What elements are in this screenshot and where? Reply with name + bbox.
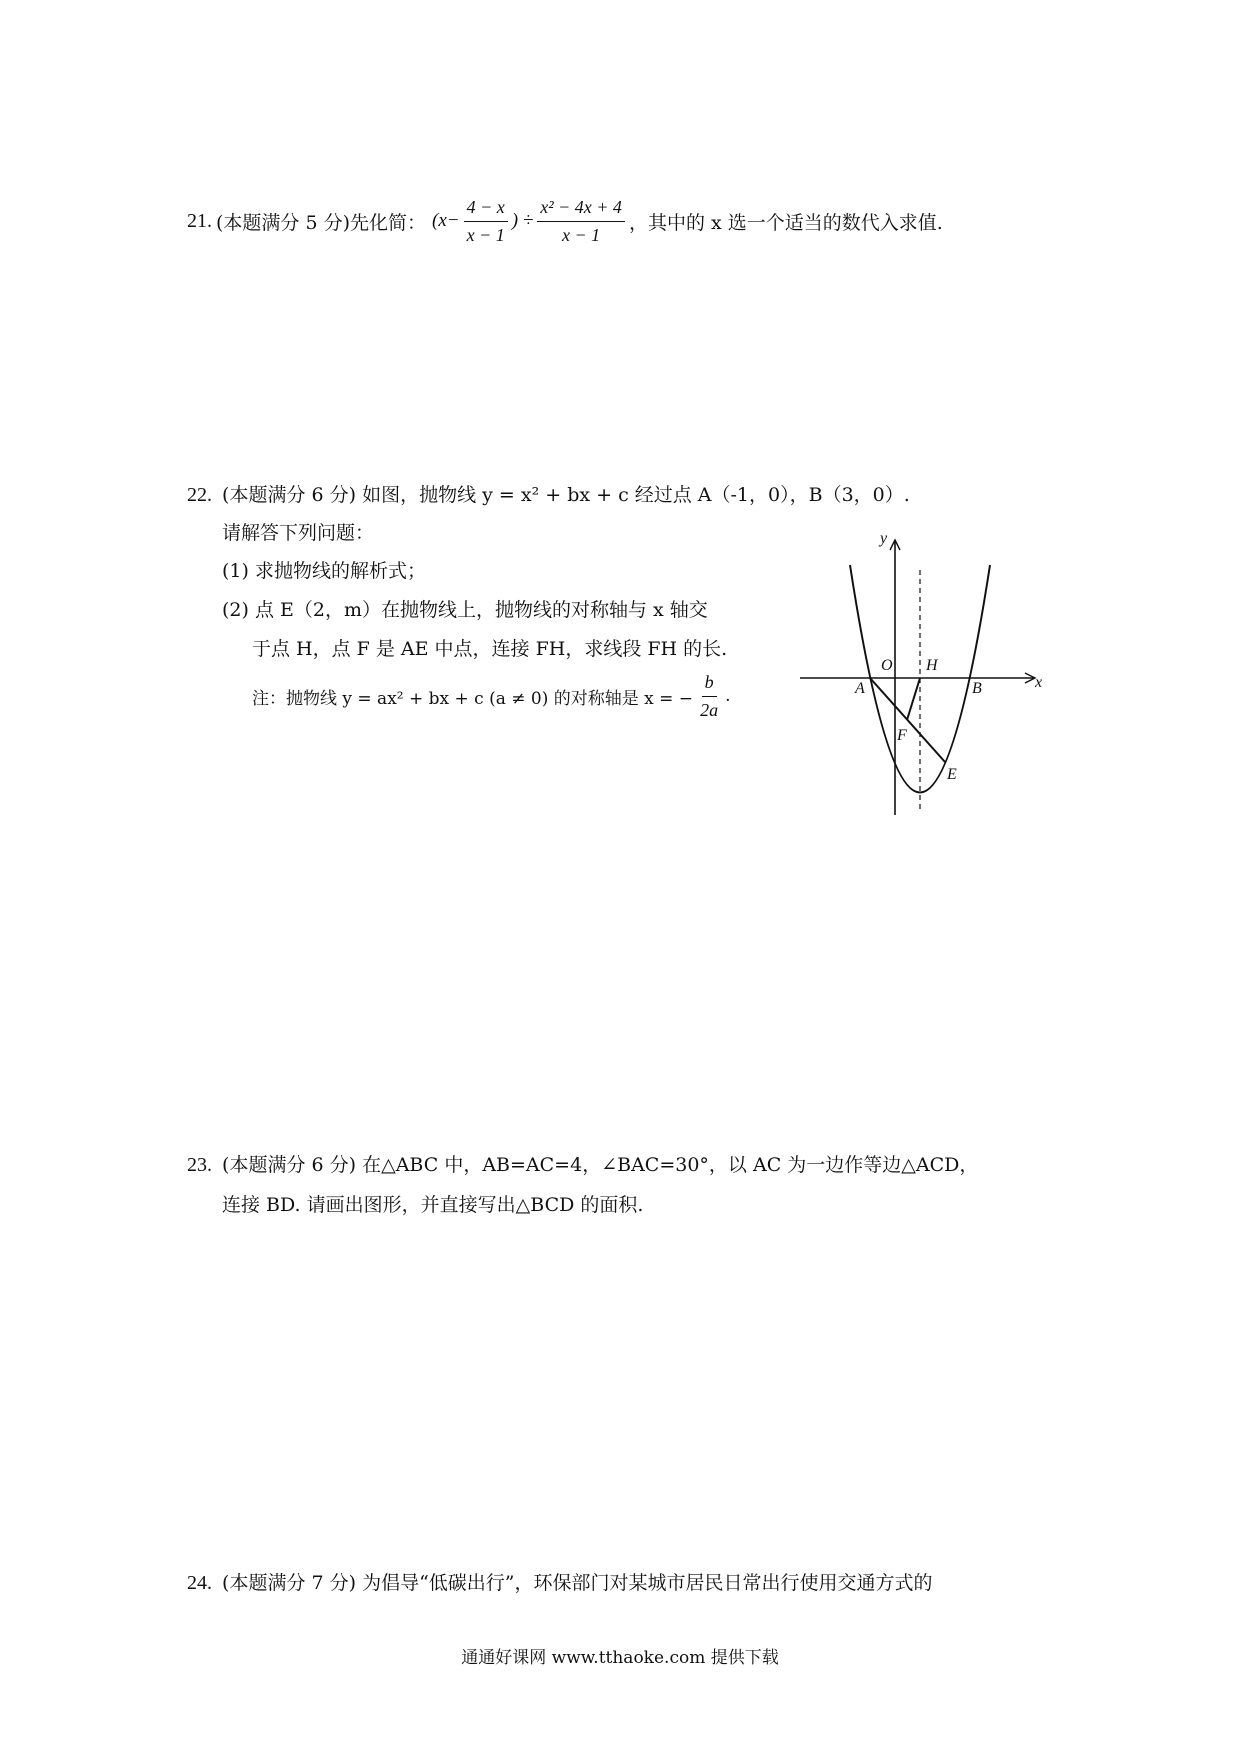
question-22-prompt: 请解答下列问题： <box>222 522 375 544</box>
label-A: A <box>855 680 865 697</box>
question-22-part1: (1) 求抛物线的解析式； <box>222 560 426 582</box>
label-x: x <box>1035 674 1043 691</box>
question-23-line1 <box>187 1150 978 1177</box>
page-footer: 通通好课网 www.tthaoke.com 提供下载 <box>461 1648 779 1668</box>
question-22-part2a: (2) 点 E（2，m）在抛物线上，抛物线的对称轴与 x 轴交 <box>222 599 708 621</box>
expression-open: (x− <box>432 210 460 231</box>
question-points: (本题满分 6 分) <box>222 484 357 506</box>
fraction-2: $\frac{\text{x² − 4x + 4}}{x - 1}$ <box>537 197 625 246</box>
segment-FH <box>907 678 920 720</box>
question-number: 22. <box>187 484 212 506</box>
question-tail: ，其中的 x 选一个适当的数代入求值. <box>628 211 943 234</box>
question-points: (本题满分 7 分) <box>222 1572 357 1594</box>
question-lead: 先化简： <box>350 211 427 234</box>
question-24-line1 <box>187 1568 933 1595</box>
question-22-line1 <box>187 480 910 507</box>
question-number: 23. <box>187 1154 212 1176</box>
note-fraction: $\frac{b}{2a}$ <box>700 671 719 720</box>
label-F: F <box>897 727 907 744</box>
parabola-figure <box>795 525 1055 825</box>
question-number: 24. <box>187 1572 212 1594</box>
note-lead: 注：抛物线 y = ax² + bx + c (a ≠ 0) 的对称轴是 x = − <box>252 688 694 709</box>
question-text: 在△ABC 中，AB=AC=4，∠BAC=30°，以 AC 为一边作等边△ACD， <box>362 1154 979 1176</box>
question-text: 为倡导“低碳出行”，环保部门对某城市居民日常出行使用交通方式的 <box>362 1572 933 1594</box>
label-E: E <box>947 766 957 783</box>
question-number: 21. <box>187 209 212 232</box>
question-23-line2: 连接 BD. 请画出图形，并直接写出△BCD 的面积. <box>222 1194 644 1216</box>
question-text: 如图，抛物线 y = x² + bx + c 经过点 A（-1，0），B（3，0）. <box>362 484 910 506</box>
question-points: (本题满分 5 分) <box>216 211 350 234</box>
question-22-note <box>252 670 730 722</box>
question-22-part2b: 于点 H，点 F 是 AE 中点，连接 FH，求线段 FH 的长. <box>252 638 728 660</box>
note-end: . <box>725 686 731 706</box>
label-y: y <box>880 530 888 547</box>
expression-divide: ) ÷ <box>511 210 534 231</box>
fraction-1: $\frac{4 - x}{x - 1}$ <box>464 197 508 246</box>
question-21 <box>187 196 943 246</box>
label-H: H <box>926 657 938 674</box>
label-B: B <box>972 680 982 697</box>
label-O: O <box>881 657 893 674</box>
question-points: (本题满分 6 分) <box>222 1154 357 1176</box>
